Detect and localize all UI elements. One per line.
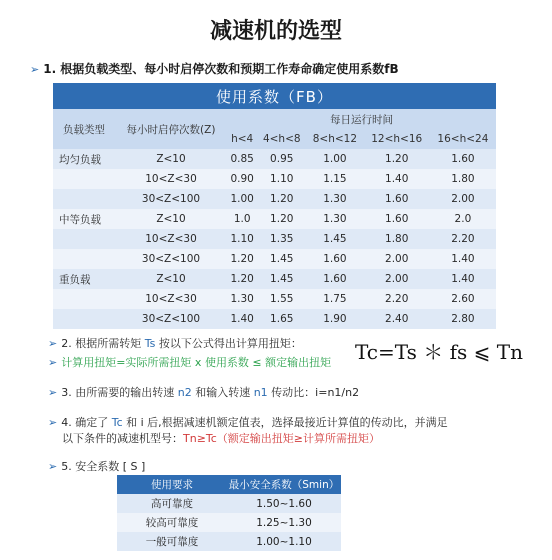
table-cell: 1.25~1.30 — [227, 513, 341, 532]
arrow-bullet-icon: ➢ — [48, 356, 58, 369]
hours-col: 8<h<12 — [306, 129, 363, 149]
col-requirement: 使用要求 — [117, 475, 227, 494]
arrow-bullet-icon: ➢ — [48, 337, 58, 350]
value-cell: 1.45 — [257, 269, 306, 289]
value-cell: 2.40 — [364, 309, 430, 329]
load-type-cell: 重负载 — [53, 269, 115, 289]
load-type-cell — [53, 249, 115, 269]
value-cell: 2.80 — [430, 309, 496, 329]
value-cell: 0.90 — [227, 169, 257, 189]
value-cell: 1.40 — [430, 249, 496, 269]
table-header: 使用系数（FB） — [53, 83, 496, 109]
table-body — [53, 149, 496, 329]
value-cell: 1.45 — [257, 249, 306, 269]
table-row — [53, 289, 496, 309]
value-cell: 1.60 — [306, 269, 363, 289]
value-cell: 1.20 — [364, 149, 430, 169]
starts-cell: 10<Z<30 — [115, 169, 227, 189]
value-cell: 0.95 — [257, 149, 306, 169]
table-cell: 一般可靠度 — [117, 532, 227, 551]
safety-factor-table — [117, 475, 341, 551]
value-cell: 1.40 — [227, 309, 257, 329]
value-cell: 1.20 — [257, 189, 306, 209]
value-cell: 1.65 — [257, 309, 306, 329]
value-cell: 1.35 — [257, 229, 306, 249]
load-type-cell — [53, 229, 115, 249]
value-cell: 1.80 — [430, 169, 496, 189]
value-cell: 1.30 — [306, 209, 363, 229]
starts-cell: 30<Z<100 — [115, 249, 227, 269]
hours-col: 4<h<8 — [257, 129, 306, 149]
load-type-cell: 均匀负载 — [53, 149, 115, 169]
starts-cell: 10<Z<30 — [115, 229, 227, 249]
value-cell: 1.80 — [364, 229, 430, 249]
section-4-line-2: 以下条件的减速机型号：Tn≥Tc（额定输出扭矩≥计算所需扭矩） — [62, 432, 381, 445]
load-type-cell: 中等负载 — [53, 209, 115, 229]
starts-cell: Z<10 — [115, 149, 227, 169]
hours-col: 16<h<24 — [430, 129, 496, 149]
starts-cell: 30<Z<100 — [115, 189, 227, 209]
value-cell: 2.00 — [430, 189, 496, 209]
hours-col: h<4 — [227, 129, 257, 149]
table-row — [53, 209, 496, 229]
table-row — [53, 269, 496, 289]
starts-cell: 30<Z<100 — [115, 309, 227, 329]
load-type-cell — [53, 169, 115, 189]
arrow-bullet-icon: ➢ — [30, 63, 40, 76]
load-type-cell — [53, 189, 115, 209]
value-cell: 2.00 — [364, 269, 430, 289]
col-daily-runtime: 每日运行时间 — [227, 109, 496, 129]
value-cell: 0.85 — [227, 149, 257, 169]
table-row — [53, 309, 496, 329]
value-cell: 1.20 — [227, 249, 257, 269]
section-2-line: ➢ 2. 根据所需转矩 Ts 按以下公式得出计算用扭矩： — [48, 337, 302, 350]
starts-cell: Z<10 — [115, 209, 227, 229]
table-cell: 1.00~1.10 — [227, 532, 341, 551]
starts-cell: Z<10 — [115, 269, 227, 289]
section-1-text: 1. 根据负载类型、每小时启停次数和预期工作寿命确定使用系数fB — [43, 62, 399, 76]
table-cell: 1.50~1.60 — [227, 494, 341, 513]
section-1-heading — [30, 60, 399, 77]
value-cell: 1.20 — [227, 269, 257, 289]
value-cell: 1.90 — [306, 309, 363, 329]
arrow-bullet-icon: ➢ — [48, 460, 58, 473]
value-cell: 1.40 — [364, 169, 430, 189]
table-row — [53, 149, 496, 169]
value-cell: 1.60 — [430, 149, 496, 169]
section-5-line: ➢ 5. 安全系数 [ S ] — [48, 460, 146, 473]
value-cell: 2.0 — [430, 209, 496, 229]
value-cell: 1.30 — [227, 289, 257, 309]
value-cell: 1.55 — [257, 289, 306, 309]
table-row — [53, 189, 496, 209]
value-cell: 1.10 — [227, 229, 257, 249]
table-row — [53, 169, 496, 189]
page-title: 减速机的选型 — [209, 19, 342, 44]
value-cell: 2.20 — [430, 229, 496, 249]
value-cell: 1.0 — [227, 209, 257, 229]
load-type-cell — [53, 289, 115, 309]
col-load-type: 负载类型 — [53, 109, 115, 149]
value-cell: 2.60 — [430, 289, 496, 309]
table-row — [53, 229, 496, 249]
table-cell: 高可靠度 — [117, 494, 227, 513]
value-cell: 1.15 — [306, 169, 363, 189]
table-row — [53, 249, 496, 269]
torque-formula: Tc=Ts ＊ fs ⩽ Tn — [355, 340, 523, 364]
value-cell: 1.30 — [306, 189, 363, 209]
value-cell: 1.00 — [227, 189, 257, 209]
service-factor-table — [53, 83, 496, 329]
table-cell: 较高可靠度 — [117, 513, 227, 532]
value-cell: 1.60 — [306, 249, 363, 269]
value-cell: 1.20 — [257, 209, 306, 229]
load-type-cell — [53, 309, 115, 329]
value-cell: 1.60 — [364, 189, 430, 209]
value-cell: 1.40 — [430, 269, 496, 289]
section-2-green-line: ➢ 计算用扭矩=实际所需扭矩 x 使用系数 ≤ 额定输出扭矩 — [48, 356, 332, 369]
value-cell: 1.10 — [257, 169, 306, 189]
arrow-bullet-icon: ➢ — [48, 386, 58, 399]
arrow-bullet-icon: ➢ — [48, 416, 58, 429]
value-cell: 1.60 — [364, 209, 430, 229]
col-min-safety: 最小安全系数（Smin） — [227, 475, 341, 494]
value-cell: 1.45 — [306, 229, 363, 249]
col-starts: 每小时启停次数(Z) — [115, 109, 227, 149]
value-cell: 1.75 — [306, 289, 363, 309]
section-3-line: ➢ 3. 由所需要的输出转速 n2 和输入转速 n1 传动比：i=n1/n2 — [48, 386, 360, 399]
value-cell: 2.00 — [364, 249, 430, 269]
hours-col: 12<h<16 — [364, 129, 430, 149]
value-cell: 1.00 — [306, 149, 363, 169]
section-4-line: ➢ 4. 确定了 Tc 和 i 后,根据减速机额定值表，选择最接近计算值的传动比，并满足 — [48, 416, 448, 429]
starts-cell: 10<Z<30 — [115, 289, 227, 309]
value-cell: 2.20 — [364, 289, 430, 309]
